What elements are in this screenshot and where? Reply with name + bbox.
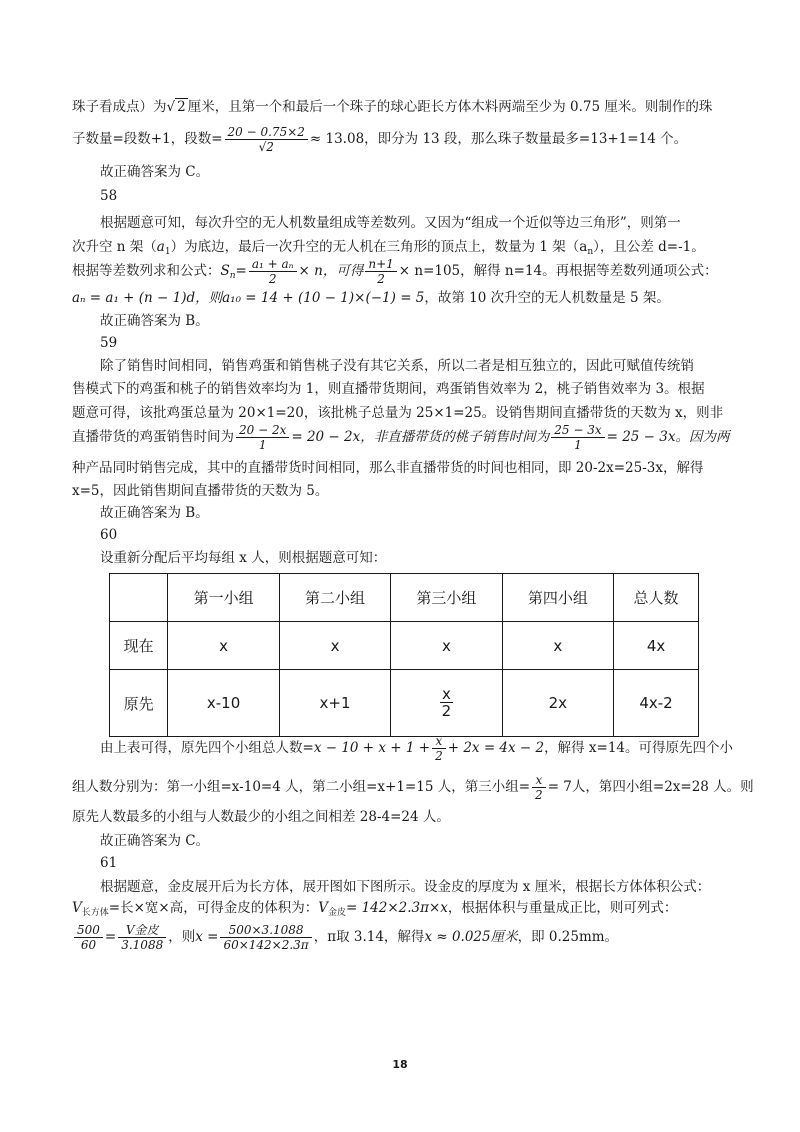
table-cell: 第一小组 <box>168 574 279 622</box>
table-cell: 4x <box>614 622 699 670</box>
table-cell: 第四小组 <box>502 574 613 622</box>
table-cell: 原先 <box>110 670 168 737</box>
text-line: 题意可得，该批鸡蛋总量为 20×1=20，该批桃子总量为 25×1=25。设销售期间直播带货的天数为 x，则非 <box>72 405 724 421</box>
answer-line: 故正确答案为 B。 <box>100 313 209 329</box>
text-line: 根据等差数列求和公式：$S_n=$ $\frac{\text{a₁ + aₙ}}{2}$ × n，可得 $\frac{n+1}{2}$ × n=105，解得 n=14。再根据等差数列通项公式： <box>72 257 718 286</box>
text-line: $V_{长方体}=$长×宽×高，可得金皮的体积为：$V_{金皮}= 142\times 2.3\pi\times x$，根据体积与重量成正比，则可列式： <box>72 900 678 918</box>
fraction: $\frac{x}{2}$ <box>432 734 446 763</box>
text-line: 种产品同时销售完成，其中的直播带货时间相同，那么非直播带货的时间也相同，即 20-2x=25-3x，解得 <box>72 460 704 476</box>
answer-line: 故正确答案为 B。 <box>100 505 209 521</box>
table-row <box>110 670 699 737</box>
fraction: $\frac{500}{60}$ <box>74 923 103 952</box>
text: 子数量=段数+1，段数= <box>72 131 223 147</box>
text: ≈ 13.08，即分为 13 段，那么珠子数量最多=13+1=14 个。 <box>309 131 688 147</box>
group-table <box>109 573 699 737</box>
fraction: $\frac{500\times 3.1088}{60\times 142\times 2.3\pi}$ <box>220 923 311 952</box>
text-line: 根据题意，金皮展开后为长方体，展开图如下图所示。设金皮的厚度为 x 厘米，根据长方体体积公式： <box>100 879 711 895</box>
table-cell: x <box>168 622 279 670</box>
answer-line: 故正确答案为 C。 <box>100 833 210 849</box>
table-cell: x <box>502 622 613 670</box>
text-line: 设重新分配后平均每组 x 人，则根据题意可知： <box>100 550 387 566</box>
text-line: x=5，因此销售期间直播带货的天数为 5。 <box>72 483 329 499</box>
fraction: $\frac{20 - 2x}{1}$ <box>236 423 289 452</box>
table-row <box>110 622 699 670</box>
table-cell: 第二小组 <box>279 574 390 622</box>
table-cell: x-10 <box>168 670 279 737</box>
sqrt-expression: √ 2 <box>166 99 186 115</box>
question-number: 58 <box>100 188 118 204</box>
fraction: $\frac{\text{a₁ + aₙ}}{2}$ <box>249 257 297 286</box>
fraction: $\frac{20 - 0.75\times 2}{√2}$ <box>225 125 308 154</box>
text-line: $\frac{500}{60}$ = $\frac{\text{V金皮}}{3.1088}$ ，则x = $\frac{500\times 3.1088}{60\times 142\times 2.3\pi}$ ，π取 3.14，解得x ≈ 0.025厘米，即 0.25mm。 <box>72 918 732 956</box>
table-cell: 现在 <box>110 622 168 670</box>
table-cell: x <box>279 622 390 670</box>
table-cell <box>391 670 502 737</box>
question-number: 59 <box>100 335 118 351</box>
text-line: 根据题意可知，每次升空的无人机数量组成等差数列。又因为“组成一个近似等边三角形”，则第一 <box>100 215 681 231</box>
table-cell: x+1 <box>279 670 390 737</box>
fraction: $\frac{\text{V金皮}}{3.1088}$ <box>118 923 166 952</box>
fraction: $\frac{x}{2}$ <box>441 685 452 720</box>
text-line: 次升空 n 架$(a_1)$为底边，最后一次升空的无人机在三角形的顶点上，数量为 1 架$(a_n)$，且公差 d=-1。 <box>72 239 705 257</box>
text: 厘米，且第一个和最后一个珠子的球心距长方体木料两端至少为 0.75 厘米。则制作的珠 <box>187 99 713 115</box>
text-line: 由上表可得，原先四个小组总人数=x − 10 + x + 1 + $\frac{x}{2}$ + 2x = 4x − 2，解得 x=14。可得原先四个小 <box>100 734 734 763</box>
text-line <box>72 122 732 156</box>
text-line <box>72 97 732 117</box>
table-cell: 总人数 <box>614 574 699 622</box>
fraction: $\frac{n+1}{2}$ <box>365 257 396 286</box>
answer-line: 故正确答案为 C。 <box>100 164 210 180</box>
fraction: $\frac{25 - 3x}{1}$ <box>551 423 604 452</box>
table-cell: 4x-2 <box>614 670 699 737</box>
table-cell: x <box>391 622 502 670</box>
table-cell: 2x <box>502 670 613 737</box>
page-number: 18 <box>392 1058 408 1071</box>
text-line: 售模式下的鸡蛋和桃子的销售效率均为 1，则直播带货期间，鸡蛋销售效率为 2，桃子销售效率为 3。根据 <box>72 381 705 397</box>
question-number: 60 <box>100 527 118 543</box>
text: 珠子看成点）为 <box>72 99 167 115</box>
table-cell: 第三小组 <box>391 574 502 622</box>
text-line: 组人数分别为：第一小组=x-10=4 人，第二小组=x+1=15 人，第三小组= $\frac{x}{2}$ = 7人，第四小组=2x=28 人。则 <box>72 773 754 802</box>
text-line: aₙ = a₁ + (n − 1)d，则a₁₀ = 14 + (10 − 1)×(−1) = 5，故第 10 次升空的无人机数量是 5 架。 <box>72 290 670 306</box>
text-line: 除了销售时间相同，销售鸡蛋和销售桃子没有其它关系，所以二者是相互独立的，因此可赋值传统销 <box>100 358 694 374</box>
text-line: 直播带货的鸡蛋销售时间为 $\frac{20 - 2x}{1}$ = 20 − 2x，非直播带货的桃子销售时间为 $\frac{25 - 3x}{1}$ = 25 − 3x。因为两 <box>72 423 730 452</box>
fraction: $\frac{x}{2}$ <box>532 773 546 802</box>
table-header-row <box>110 574 699 622</box>
table-cell <box>110 574 168 622</box>
text-line: 原先人数最多的小组与人数最少的小组之间相差 28-4=24 人。 <box>72 809 450 825</box>
question-number: 61 <box>100 855 118 871</box>
